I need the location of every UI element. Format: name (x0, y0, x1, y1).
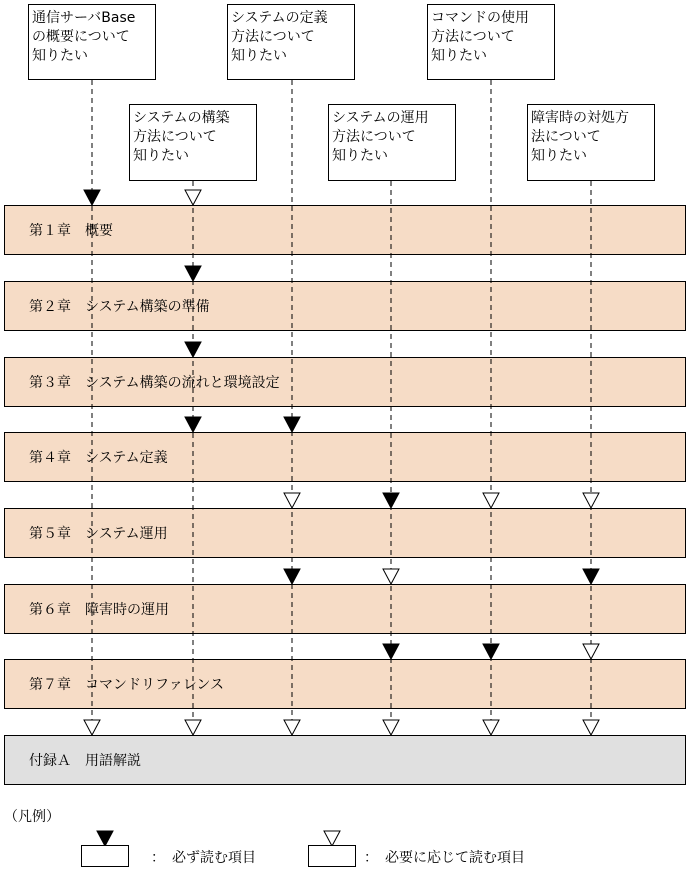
optional-read-marker (284, 493, 300, 508)
optional-read-marker (583, 720, 599, 735)
legend-optional-box (308, 845, 356, 867)
chapter-7-label: 第７章 コマンドリファレンス (29, 677, 224, 693)
optional-read-marker (583, 644, 599, 659)
goal-box-overview: 通信サーバBase の概要について 知りたい (28, 4, 156, 80)
required-read-marker (185, 266, 201, 281)
required-read-marker (483, 644, 499, 659)
goal-box-build: システムの構築 方法について 知りたい (129, 104, 257, 181)
required-read-marker (185, 342, 201, 357)
goal-box-troubleshooting: 障害時の対処方 法について 知りたい (527, 104, 655, 181)
goal-box-operation: システムの運用 方法について 知りたい (328, 104, 456, 181)
required-read-marker (284, 569, 300, 584)
chapter-5-label: 第５章 システム運用 (29, 526, 168, 542)
optional-read-marker (383, 720, 399, 735)
legend-required-box (81, 845, 129, 867)
chapter-6-label: 第６章 障害時の運用 (29, 602, 169, 618)
required-read-marker (583, 569, 599, 584)
legend-optional-marker (324, 831, 340, 846)
optional-read-marker (483, 493, 499, 508)
required-read-marker (383, 644, 399, 659)
optional-read-marker (383, 569, 399, 584)
optional-read-marker (185, 720, 201, 735)
optional-read-marker (84, 720, 100, 735)
optional-read-marker (583, 493, 599, 508)
legend-title: （凡例） (4, 809, 60, 825)
required-read-marker (185, 417, 201, 432)
legend-optional-text: ： 必要に応じて読む項目 (364, 850, 525, 866)
required-read-marker (383, 493, 399, 508)
appendix-a-label: 付録Ａ 用語解説 (29, 753, 141, 769)
chapter-2-label: 第２章 システム構築の準備 (29, 299, 210, 315)
goal-box-definition: システムの定義 方法について 知りたい (227, 4, 355, 80)
legend-required-text: ： 必ず読む項目 (151, 850, 256, 866)
chapter-1-label: 第１章 概要 (29, 223, 113, 239)
legend-required-marker (97, 831, 113, 846)
goal-box-command: コマンドの使用 方法について 知りたい (427, 4, 555, 80)
optional-read-marker (483, 720, 499, 735)
required-read-marker (284, 417, 300, 432)
optional-read-marker (185, 190, 201, 205)
chapter-3-label: 第３章 システム構築の流れと環境設定 (29, 375, 280, 391)
chapter-4-label: 第４章 システム定義 (29, 450, 168, 466)
optional-read-marker (284, 720, 300, 735)
required-read-marker (84, 190, 100, 205)
